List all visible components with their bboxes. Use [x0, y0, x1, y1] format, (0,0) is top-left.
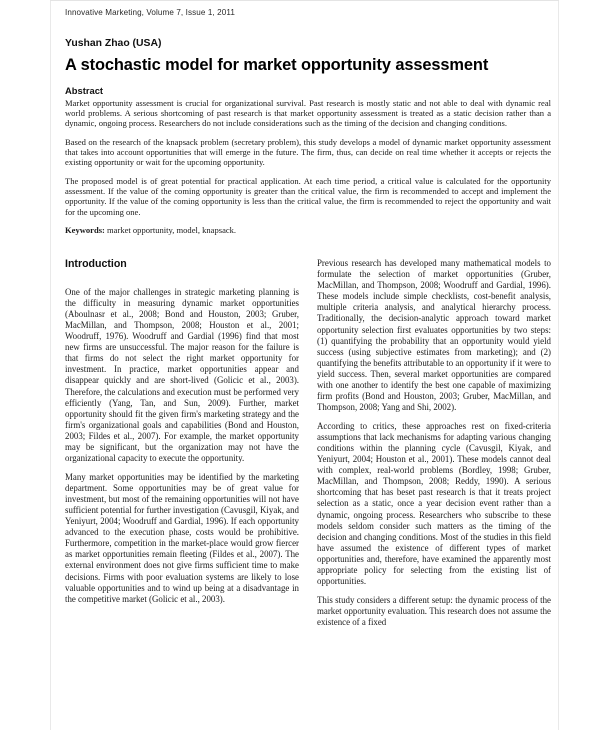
page-edge-left: [50, 0, 51, 730]
body-paragraph: Previous research has developed many mathematical models to formulate the selection of market opportunities (Gruber, MacMillan, and Thompson, 2008; Woodruff and Gardial, 1996). These models include simple checklists, cost-benefit analysis, multiple criteria analysis, and analytical hierarchy process. Traditionally, the decision-analytic approach toward market opportunity selection first evaluates opportunities by two steps: (1) quantifying the probability that an opportunity would yield success (using subjective estimates from marketing); and (2) quantifying the benefits attributable to an opportunity if it were to yield success. Then, several market opportunities are compared with one another to identify the best one capable of maximizing firm profits (Bond and Houston, 2003; Gruber, MacMillan, and Thompson, 2008; Yang and Shi, 2002).: [317, 258, 551, 413]
left-column: [65, 258, 299, 628]
keywords-value: market opportunity, model, knapsack.: [107, 224, 237, 235]
body-paragraph: Many market opportunities may be identified by the marketing department. Some opportunities may be of great value for investment, but most of the remaining opportunities will not have sufficient potential for further investigation (Cavusgil, Kiyak, and Yeniyurt, 2004; Woodruff and Gardial, 1996). If each opportunity advanced to the execution phase, costs would be prohibitive. Furthermore, competition in the market-place would grow fiercer as market opportunities remain fleeting (Fildes et al., 2007). The external environment does not give firms sufficient time to make decisions. Firms with poor evaluation systems are likely to lose valuable opportunities and to wind up being at a disadvantage in the competitive market (Golicic et al., 2003).: [65, 471, 299, 604]
right-column: [317, 258, 551, 628]
page-edge-right: [558, 0, 559, 730]
abstract-body: [65, 98, 551, 217]
introduction-heading: Introduction: [65, 258, 127, 270]
page-title: A stochastic model for market opportunity assessment: [65, 56, 489, 75]
body-columns: [65, 258, 551, 628]
paper-header-and-abstract: [65, 9, 551, 235]
abstract-paragraph: Market opportunity assessment is crucial for organizational survival. Past research is mostly static and not able to deal with dynamic real world problems. A serious shortcoming of past research is that market opportunity assessment is treated as a static decision rather than a dynamic, ongoing process. Researchers do not include considerations such as the timing of the decision and changing conditions.: [65, 97, 551, 129]
author-byline: Yushan Zhao (USA): [65, 37, 162, 49]
body-paragraph: This study considers a different setup: the dynamic process of the market opportunity evaluation. This research does not assume the existence of a fixed: [317, 594, 551, 627]
body-paragraph: One of the major challenges in strategic marketing planning is the difficulty in measuring dynamic market opportunities (Aboulnasr et al., 2008; Bond and Houston, 2003; Gruber, MacMillan, and Thompson, 2008; Houston et al., 2001; Woodruff, 1976). Woodruff and Gardial (1996) find that most new firms are unsuccessful. The major reason for the failure is that firms do not select the right market opportunity for investment. In practice, market opportunities appear and disappear quickly and are short-lived (Golicic et al., 2003). Therefore, the calculations and execution must be performed very efficiently (Yang, Tan, and Sun, 2009). Further, market opportunity should fit the given firm's marketing strategy and the firm's organizational goals and capabilities (Bond and Houston, 2003; Fildes et al., 2007). For example, the market opportunity may be significant, but the organization may not have the organizational capacity to execute the opportunity.: [65, 286, 299, 464]
page-edge-top: [50, 0, 559, 1]
keywords-label: Keywords:: [65, 224, 105, 235]
body-paragraph: According to critics, these approaches rest on fixed-criteria assumptions that lack mechanisms for adapting various changing conditions within the planning cycle (Cavusgil, Kiyak, and Yeniyurt, 2004; Houston et al., 2001). These models cannot deal with complex, real-world problems (Bordley, 1998; Gruber, MacMillan, and Thompson, 2008; Reddy, 1990). A serious shortcoming that has beset past research is that it treats project selection as a static, once a year decision event rather than a dynamic, ongoing process. Researchers who subscribe to these models seldom consider such matters as the timing of the decision and changing conditions. Most of the studies in this field have assumed the existence of different types of market opportunities and, therefore, have examined the apparently most appropriate policy for selecting from the existing list of opportunities.: [317, 420, 551, 587]
running-head: Innovative Marketing, Volume 7, Issue 1, 2011: [65, 8, 235, 17]
keywords-line: [65, 225, 551, 235]
abstract-paragraph: The proposed model is of great potential for practical application. At each time period, a critical value is calculated for the opportunity assessment. If the value of the coming opportunity is greater than the critical value, the firm is recommended to accept and implement the opportunity. If the value of the coming opportunity is less than the critical value, the firm is recommended to reject the opportunity and wait for the upcoming one.: [65, 175, 551, 217]
abstract-heading: Abstract: [65, 85, 104, 97]
abstract-paragraph: Based on the research of the knapsack problem (secretary problem), this study develops a model of dynamic market opportunity assessment that takes into account opportunities that will emerge in the future. The firm, thus, can decide on real time whether it accepts or rejects the existing opportunity or wait for the upcoming opportunity.: [65, 136, 551, 168]
